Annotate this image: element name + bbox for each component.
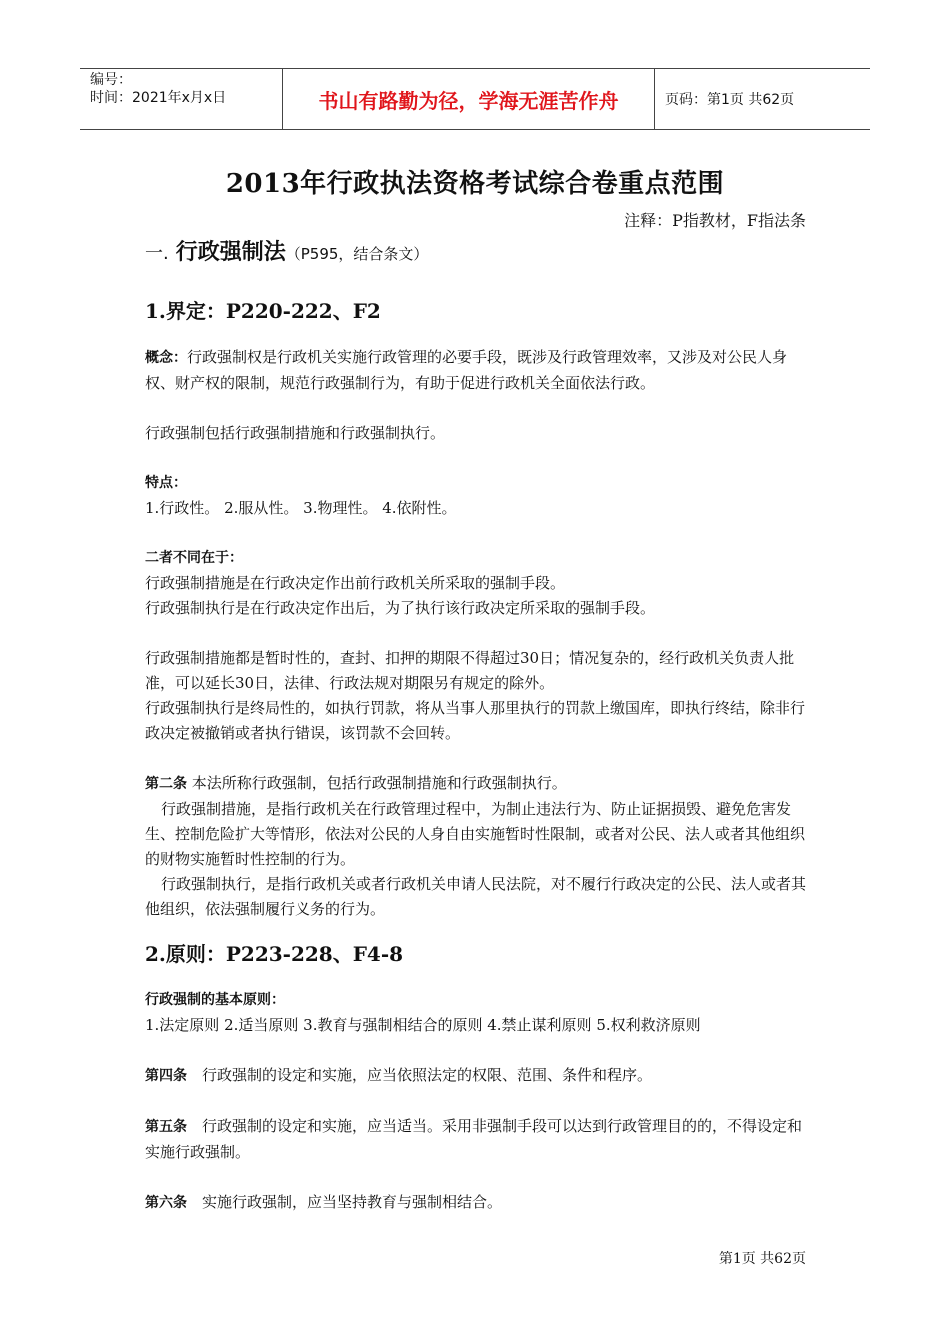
measure-paragraph: 行政强制措施都是暂时性的，查封、扣押的期限不得超过30日；情况复杂的，经行政机关负责人批准，可以延长30日，法律、行政法规对期限另有规定的除外。 bbox=[145, 649, 795, 692]
article-5 bbox=[145, 1114, 807, 1165]
features-text: 1.行政性。 2.服从性。 3.物理性。 4.依附性。 bbox=[145, 499, 457, 517]
concept-paragraph bbox=[145, 345, 807, 396]
article-2-text: 本法所称行政强制，包括行政强制措施和行政强制执行。 bbox=[187, 774, 567, 792]
principles-label: 行政强制的基本原则： bbox=[145, 992, 285, 1008]
article-2-paragraph-3: 行政强制执行，是指行政机关或者行政机关申请人民法院，对不履行行政决定的公民、法人或者其他组织，依法强制履行义务的行为。 bbox=[145, 875, 807, 918]
document-title: 2013年行政执法资格考试综合卷重点范围 bbox=[225, 169, 725, 199]
article-2 bbox=[145, 771, 807, 797]
principles-text: 1.法定原则 2.适当原则 3.教育与强制相结合的原则 4.禁止谋利原则 5.权利救济原则 bbox=[145, 1016, 701, 1034]
difference-line-2: 行政强制执行是在行政决定作出后，为了执行该行政决定所采取的强制手段。 bbox=[145, 599, 656, 617]
article-5-label: 第五条 bbox=[145, 1119, 187, 1135]
includes-paragraph: 行政强制包括行政强制措施和行政强制执行。 bbox=[145, 424, 446, 442]
section-name: 行政强制法 bbox=[175, 240, 286, 265]
header-left-cell bbox=[80, 69, 282, 129]
concept-text: 行政强制权是行政机关实施行政管理的必要手段，既涉及行政管理效率，又涉及对公民人身权、财产权的限制，规范行政强制行为，有助于促进行政机关全面依法行政。 bbox=[145, 348, 788, 392]
document-body bbox=[145, 240, 807, 1216]
section-reference: （P595，结合条文） bbox=[285, 245, 429, 263]
article-6 bbox=[145, 1190, 807, 1216]
article-6-text: 实施行政强制，应当坚持教育与强制相结合。 bbox=[187, 1193, 503, 1211]
header-motto: 书山有路勤为径，学海无涯苦作舟 bbox=[282, 69, 655, 129]
article-4-label: 第四条 bbox=[145, 1068, 187, 1084]
difference-line-1: 行政强制措施是在行政决定作出前行政机关所采取的强制手段。 bbox=[145, 574, 566, 592]
features-label: 特点： bbox=[145, 475, 187, 491]
difference-label: 二者不同在于： bbox=[145, 550, 243, 566]
serial-label: 编号： bbox=[90, 72, 132, 88]
article-6-label: 第六条 bbox=[145, 1195, 187, 1211]
part1-heading: 1.界定：P220-222、F2 bbox=[145, 299, 381, 323]
header-page-info: 页码：第1页 共62页 bbox=[665, 92, 795, 108]
annotation-note: 注释：P指教材，F指法条 bbox=[624, 211, 806, 230]
article-4-text: 行政强制的设定和实施，应当依照法定的权限、范围、条件和程序。 bbox=[187, 1066, 653, 1084]
page-footer: 第1页 共62页 bbox=[718, 1251, 806, 1267]
article-4 bbox=[145, 1063, 807, 1089]
article-2-paragraph-2: 行政强制措施，是指行政机关在行政管理过程中，为制止违法行为、防止证据损毁、避免危害发生、控制危险扩大等情形，依法对公民的人身自由实施暂时性限制，或者对公民、法人或者其他组织的财物实施暂时性控制的行为。 bbox=[145, 800, 806, 868]
execution-paragraph: 行政强制执行是终局性的，如执行罚款，将从当事人那里执行的罚款上缴国库，即执行终结，除非行政决定被撤销或者执行错误，该罚款不会回转。 bbox=[145, 699, 806, 742]
section-heading bbox=[145, 240, 807, 267]
section-number: 一. bbox=[145, 243, 169, 264]
time-label: 时间：2021年x月x日 bbox=[90, 90, 227, 106]
part2-heading: 2.原则：P223-228、F4-8 bbox=[145, 942, 404, 966]
concept-label: 概念： bbox=[145, 350, 187, 366]
article-5-text: 行政强制的设定和实施，应当适当。采用非强制手段可以达到行政管理目的的，不得设定和实施行政强制。 bbox=[145, 1117, 803, 1161]
document-header bbox=[80, 68, 870, 130]
article-2-label: 第二条 bbox=[145, 776, 187, 792]
